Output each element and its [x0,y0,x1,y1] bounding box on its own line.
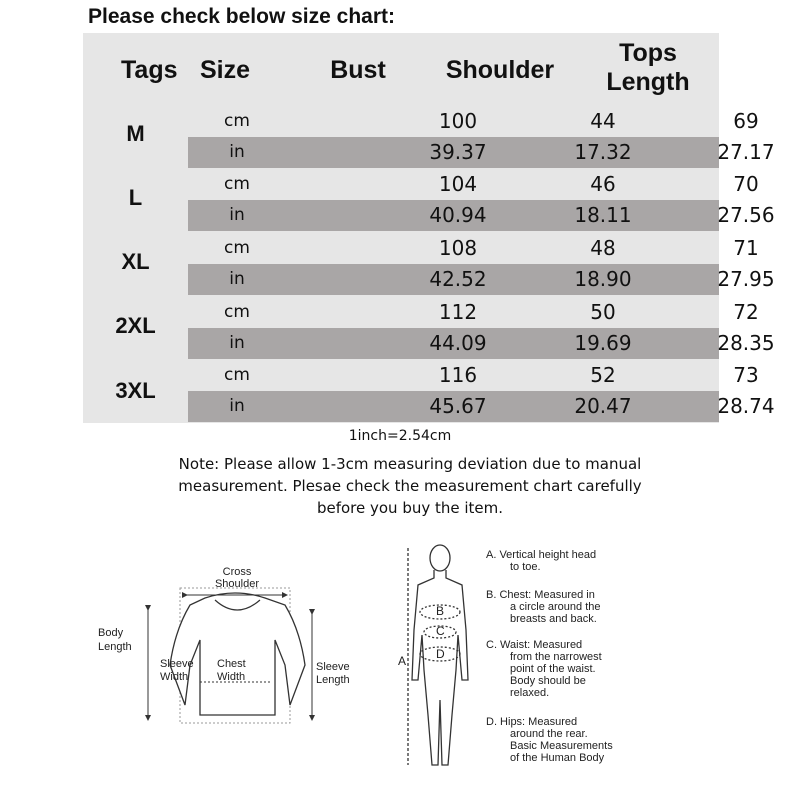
unit-cell: cm [224,302,250,322]
chart-title: Please check below size chart: [88,5,395,28]
shoulder-cell: 19.69 [574,331,632,355]
bust-cell: 104 [438,172,478,196]
tops-length-cell: 27.95 [717,267,775,291]
bust-cell: 40.94 [429,203,487,227]
header-tops-length: Tops Length [606,39,690,96]
table-row [188,200,775,231]
shoulder-cell: 48 [590,236,616,260]
size-tag: 3XL [115,378,156,403]
unit-cell: in [229,333,245,353]
body-measure-legend [486,549,613,764]
bust-cell: 42.52 [429,267,487,291]
unit-cell: in [229,269,245,289]
tops-length-cell: 27.56 [717,203,775,227]
table-row [188,106,759,137]
unit-cell: cm [224,174,250,194]
table-row [188,169,759,200]
sweater-icon [170,593,305,715]
legend-c-line3: point of the waist. [510,663,596,675]
shoulder-cell: 44 [590,109,616,133]
unit-cell: cm [224,365,250,385]
bust-cell: 108 [438,236,478,260]
size-tag: 2XL [115,313,156,338]
size-chart-table [83,33,775,423]
label-sleeve-length: Length [316,674,350,686]
label-body: Body [98,627,124,639]
shoulder-cell: 46 [590,172,616,196]
label-body-length: Length [98,641,132,653]
legend-b-line2: a circle around the [510,601,601,613]
legend-c-line2: from the narrowest [510,651,602,663]
legend-a-line2: to toe. [510,561,541,573]
table-row [188,328,775,359]
shoulder-cell: 50 [590,300,616,324]
header-bust: Bust [330,56,386,84]
table-row [188,137,775,168]
garment-diagram [98,566,350,723]
shoulder-cell: 20.47 [574,394,632,418]
label-cross: Cross [222,566,252,578]
bust-cell: 39.37 [429,140,487,164]
header-tags: Tags [121,56,178,84]
header-size: Size [200,56,251,84]
unit-cell: in [229,205,245,225]
table-row [188,297,759,328]
conversion-note: 1inch=2.54cm [348,428,452,444]
label-chest: Chest [217,658,246,670]
shoulder-cell: 52 [590,363,616,387]
tops-length-cell: 73 [733,363,759,387]
unit-cell: in [229,396,245,416]
bust-cell: 116 [438,363,478,387]
bust-cell: 100 [438,109,478,133]
tops-length-cell: 28.74 [717,394,775,418]
header-shoulder: Shoulder [445,56,555,84]
size-tag: M [126,121,145,146]
tops-length-cell: 72 [733,300,759,324]
unit-cell: in [229,142,245,162]
tops-length-cell: 69 [733,109,759,133]
label-shoulder: Shoulder [214,578,260,590]
marker-c: C [436,624,445,638]
label-sleeve-width: Width [160,671,189,683]
tops-length-cell: 71 [733,236,759,260]
measurement-note: Note: Please allow 1-3cm measuring deviation due to manual measurement. Plesae check the measurement chart carefully before you buy the item. [178,455,642,517]
legend-d-line1: D. Hips: Measured [486,716,578,728]
measurement-diagrams [0,540,800,800]
unit-cell: cm [224,238,250,258]
legend-b-line1: B. Chest: Measured in [486,589,595,601]
table-row [188,264,775,295]
bust-cell: 112 [438,300,478,324]
tops-length-cell: 27.17 [717,140,775,164]
legend-c-line5: relaxed. [510,687,550,699]
label-sleeve-l: Sleeve [316,661,350,673]
marker-d: D [436,647,445,661]
marker-b: B [436,604,445,618]
table-row [188,360,759,391]
legend-d-line3: Basic Measurements [510,740,613,752]
size-tag: L [128,185,143,210]
table-row [188,391,775,422]
marker-a: A [398,654,407,668]
label-sleeve: Sleeve [160,658,194,670]
unit-cell: cm [224,111,250,131]
label-chest-width: Width [217,671,246,683]
tops-length-cell: 28.35 [717,331,775,355]
bust-cell: 44.09 [429,331,487,355]
shoulder-cell: 17.32 [574,140,632,164]
size-tag: XL [121,249,150,274]
legend-d-line2: around the rear. [510,728,588,740]
shoulder-cell: 18.11 [574,203,632,227]
legend-d-line4: of the Human Body [510,752,605,764]
table-row [188,233,759,264]
legend-c-line1: C. Waist: Measured [486,639,583,651]
legend-b-line3: breasts and back. [510,613,597,625]
head-icon [430,545,450,571]
legend-a-line1: A. Vertical height head [486,549,597,561]
shoulder-cell: 18.90 [574,267,632,291]
tops-length-cell: 70 [733,172,759,196]
legend-c-line4: Body should be [510,675,586,687]
bust-cell: 45.67 [429,394,487,418]
